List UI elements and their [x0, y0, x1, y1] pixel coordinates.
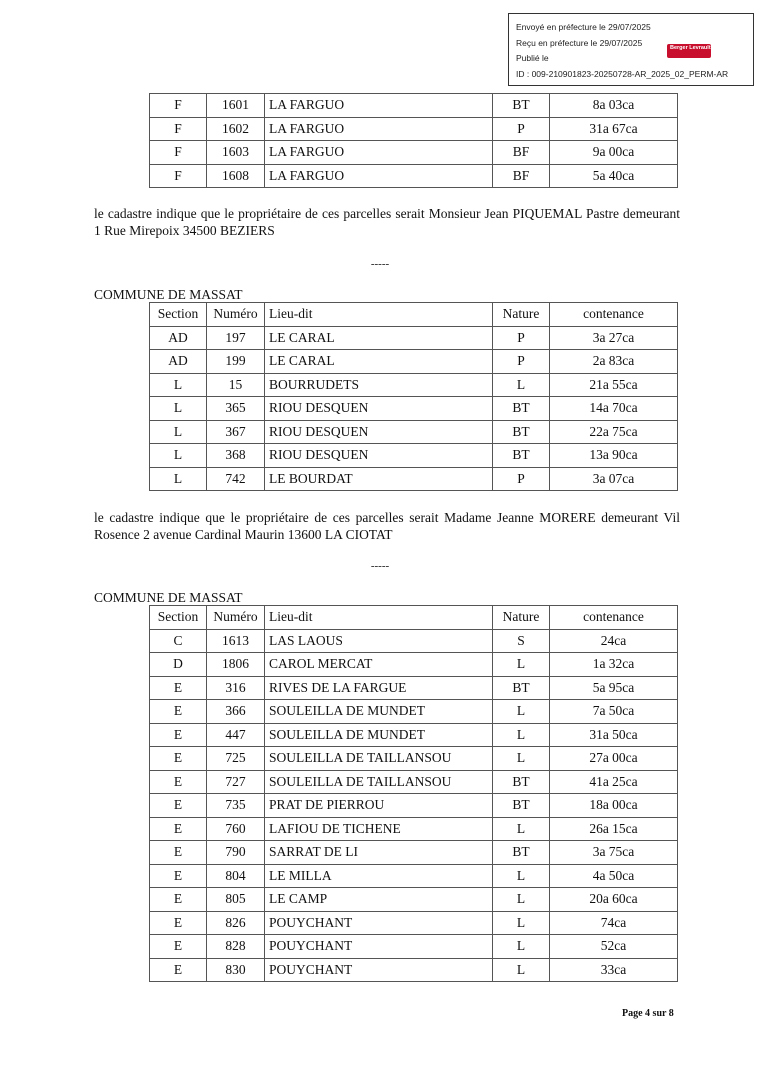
cell-lieu-dit: SOULEILLA DE TAILLANSOU [265, 747, 493, 771]
cell-numero: 367 [207, 420, 265, 444]
cell-numero: 735 [207, 794, 265, 818]
table-row [150, 141, 678, 165]
parcel-table-3 [149, 605, 678, 982]
cell-nature: L [493, 864, 550, 888]
table-row [150, 629, 678, 653]
cell-numero: 805 [207, 888, 265, 912]
cell-nature: BT [493, 676, 550, 700]
cell-nature: L [493, 935, 550, 959]
cell-nature: BT [493, 794, 550, 818]
parcel-table-1 [149, 93, 678, 188]
cell-lieu-dit: POUYCHANT [265, 911, 493, 935]
cell-numero: 727 [207, 770, 265, 794]
table-row [150, 794, 678, 818]
table-row [150, 373, 678, 397]
parcel-table-2-header [150, 303, 678, 327]
cell-lieu-dit: SOULEILLA DE TAILLANSOU [265, 770, 493, 794]
cell-contenance: 22a 75ca [550, 420, 678, 444]
commune-heading-3: COMMUNE DE MASSAT [94, 590, 243, 605]
cell-section: AD [150, 326, 207, 350]
table-row [150, 911, 678, 935]
cell-contenance: 3a 75ca [550, 841, 678, 865]
cell-section: C [150, 629, 207, 653]
cell-contenance: 18a 00ca [550, 794, 678, 818]
table-row [150, 94, 678, 118]
header-nature: Nature [493, 303, 550, 327]
table-row [150, 117, 678, 141]
cell-lieu-dit: SARRAT DE LI [265, 841, 493, 865]
table-row [150, 935, 678, 959]
cell-lieu-dit: RIOU DESQUEN [265, 420, 493, 444]
cell-nature: P [493, 467, 550, 491]
cell-lieu-dit: POUYCHANT [265, 935, 493, 959]
cell-contenance: 9a 00ca [550, 141, 678, 165]
table-row [150, 723, 678, 747]
table-row [150, 676, 678, 700]
stamp-published-line: Publié le [516, 53, 549, 63]
cell-nature: L [493, 817, 550, 841]
cell-section: L [150, 373, 207, 397]
cell-contenance: 24ca [550, 629, 678, 653]
cell-nature: L [493, 958, 550, 982]
cell-nature: S [493, 629, 550, 653]
cell-numero: 830 [207, 958, 265, 982]
table-row [150, 326, 678, 350]
header-section: Section [150, 606, 207, 630]
cell-numero: 725 [207, 747, 265, 771]
cell-lieu-dit: CAROL MERCAT [265, 653, 493, 677]
cell-section: L [150, 420, 207, 444]
cell-contenance: 33ca [550, 958, 678, 982]
cell-lieu-dit: LAFIOU DE TICHENE [265, 817, 493, 841]
cell-section: E [150, 747, 207, 771]
cell-section: E [150, 700, 207, 724]
separator-1: ----- [370, 258, 390, 270]
table-row [150, 888, 678, 912]
header-lieu-dit: Lieu-dit [265, 303, 493, 327]
cell-lieu-dit: RIOU DESQUEN [265, 397, 493, 421]
header-section: Section [150, 303, 207, 327]
cell-contenance: 5a 40ca [550, 164, 678, 188]
cell-numero: 742 [207, 467, 265, 491]
cell-section: E [150, 864, 207, 888]
stamp-sent-line: Envoyé en préfecture le 29/07/2025 [516, 22, 651, 32]
cell-lieu-dit: LA FARGUO [265, 94, 493, 118]
owner-paragraph-2: le cadastre indique que le propriétaire de ces parcelles serait Madame Jeanne MORERE demeurant Vil Rosence 2 avenue Cardinal Maurin 13600 LA CIOTAT [94, 510, 680, 542]
cell-section: L [150, 467, 207, 491]
cell-section: E [150, 958, 207, 982]
table-row [150, 700, 678, 724]
table-row [150, 864, 678, 888]
cell-section: E [150, 888, 207, 912]
cell-numero: 760 [207, 817, 265, 841]
cell-lieu-dit: SOULEILLA DE MUNDET [265, 700, 493, 724]
table-header-row [150, 606, 678, 630]
cell-lieu-dit: POUYCHANT [265, 958, 493, 982]
cell-nature: L [493, 700, 550, 724]
owner-paragraph-1: le cadastre indique que le propriétaire de ces parcelles serait Monsieur Jean PIQUEMAL Pastre demeurant 1 Rue Mirepoix 34500 BEZIERS [94, 206, 680, 238]
cell-section: E [150, 723, 207, 747]
cell-contenance: 14a 70ca [550, 397, 678, 421]
cell-contenance: 3a 07ca [550, 467, 678, 491]
cell-numero: 316 [207, 676, 265, 700]
cell-contenance: 20a 60ca [550, 888, 678, 912]
header-lieu-dit: Lieu-dit [265, 606, 493, 630]
cell-numero: 368 [207, 444, 265, 468]
cell-lieu-dit: SOULEILLA DE MUNDET [265, 723, 493, 747]
cell-numero: 447 [207, 723, 265, 747]
header-contenance: contenance [550, 303, 678, 327]
cell-nature: BF [493, 164, 550, 188]
cell-nature: L [493, 373, 550, 397]
cell-contenance: 74ca [550, 911, 678, 935]
cell-numero: 366 [207, 700, 265, 724]
cell-contenance: 5a 95ca [550, 676, 678, 700]
cell-numero: 197 [207, 326, 265, 350]
cell-contenance: 2a 83ca [550, 350, 678, 374]
table-row [150, 467, 678, 491]
cell-contenance: 31a 67ca [550, 117, 678, 141]
cell-lieu-dit: LE MILLA [265, 864, 493, 888]
table-row [150, 958, 678, 982]
cell-numero: 15 [207, 373, 265, 397]
parcel-table-1-body [150, 94, 678, 188]
cell-lieu-dit: LAS LAOUS [265, 629, 493, 653]
cell-lieu-dit: BOURRUDETS [265, 373, 493, 397]
cell-numero: 826 [207, 911, 265, 935]
cell-section: E [150, 794, 207, 818]
cell-contenance: 41a 25ca [550, 770, 678, 794]
cell-nature: BT [493, 841, 550, 865]
cell-contenance: 52ca [550, 935, 678, 959]
cell-nature: BT [493, 444, 550, 468]
table-row [150, 747, 678, 771]
parcel-table-3-body [150, 629, 678, 982]
cell-nature: P [493, 326, 550, 350]
parcel-table-2 [149, 302, 678, 491]
cell-nature: L [493, 723, 550, 747]
cell-nature: L [493, 653, 550, 677]
cell-contenance: 13a 90ca [550, 444, 678, 468]
table-row [150, 350, 678, 374]
cell-section: D [150, 653, 207, 677]
cell-numero: 804 [207, 864, 265, 888]
cell-section: F [150, 141, 207, 165]
header-contenance: contenance [550, 606, 678, 630]
cell-contenance: 31a 50ca [550, 723, 678, 747]
cell-contenance: 3a 27ca [550, 326, 678, 350]
cell-numero: 1608 [207, 164, 265, 188]
prefecture-stamp [508, 13, 754, 86]
page-number: Page 4 sur 8 [622, 1008, 674, 1019]
cell-contenance: 27a 00ca [550, 747, 678, 771]
cell-lieu-dit: LE BOURDAT [265, 467, 493, 491]
cell-section: L [150, 444, 207, 468]
stamp-id-line: ID : 009-210901823-20250728-AR_2025_02_PERM-AR [516, 68, 729, 79]
cell-section: E [150, 841, 207, 865]
cell-lieu-dit: LE CARAL [265, 326, 493, 350]
stamp-received-line: Reçu en préfecture le 29/07/2025 [516, 37, 643, 48]
table-row [150, 817, 678, 841]
cell-section: F [150, 117, 207, 141]
cell-numero: 1806 [207, 653, 265, 677]
cell-contenance: 8a 03ca [550, 94, 678, 118]
cell-section: F [150, 94, 207, 118]
cell-section: E [150, 911, 207, 935]
cell-numero: 828 [207, 935, 265, 959]
cell-section: F [150, 164, 207, 188]
table-header-row [150, 303, 678, 327]
cell-contenance: 26a 15ca [550, 817, 678, 841]
cell-lieu-dit: LA FARGUO [265, 141, 493, 165]
cell-lieu-dit: LE CARAL [265, 350, 493, 374]
cell-section: AD [150, 350, 207, 374]
table-row [150, 653, 678, 677]
cell-numero: 1613 [207, 629, 265, 653]
cell-nature: BT [493, 770, 550, 794]
logo-text: Berger Levrault [670, 45, 711, 51]
cell-contenance: 4a 50ca [550, 864, 678, 888]
cell-contenance: 1a 32ca [550, 653, 678, 677]
cell-lieu-dit: RIVES DE LA FARGUE [265, 676, 493, 700]
table-row [150, 444, 678, 468]
cell-numero: 1601 [207, 94, 265, 118]
cell-lieu-dit: PRAT DE PIERROU [265, 794, 493, 818]
table-row [150, 420, 678, 444]
header-numero: Numéro [207, 303, 265, 327]
berger-levrault-logo [667, 44, 711, 58]
cell-nature: P [493, 117, 550, 141]
cell-nature: BT [493, 94, 550, 118]
cell-nature: L [493, 747, 550, 771]
cell-section: E [150, 935, 207, 959]
separator-2: ----- [370, 560, 390, 572]
header-numero: Numéro [207, 606, 265, 630]
cell-nature: P [493, 350, 550, 374]
parcel-table-2-body [150, 326, 678, 491]
cell-contenance: 21a 55ca [550, 373, 678, 397]
cell-section: L [150, 397, 207, 421]
cell-nature: BF [493, 141, 550, 165]
cell-section: E [150, 817, 207, 841]
cell-nature: BT [493, 420, 550, 444]
cell-nature: L [493, 888, 550, 912]
cell-lieu-dit: LA FARGUO [265, 164, 493, 188]
header-nature: Nature [493, 606, 550, 630]
cell-numero: 199 [207, 350, 265, 374]
cell-lieu-dit: LE CAMP [265, 888, 493, 912]
cell-numero: 1602 [207, 117, 265, 141]
table-row [150, 397, 678, 421]
cell-lieu-dit: RIOU DESQUEN [265, 444, 493, 468]
cell-nature: BT [493, 397, 550, 421]
table-row [150, 164, 678, 188]
cell-numero: 1603 [207, 141, 265, 165]
table-row [150, 770, 678, 794]
cell-numero: 365 [207, 397, 265, 421]
parcel-table-3-header [150, 606, 678, 630]
commune-heading-2: COMMUNE DE MASSAT [94, 287, 243, 302]
cell-lieu-dit: LA FARGUO [265, 117, 493, 141]
cell-nature: L [493, 911, 550, 935]
cell-contenance: 7a 50ca [550, 700, 678, 724]
cell-numero: 790 [207, 841, 265, 865]
cell-section: E [150, 676, 207, 700]
cell-section: E [150, 770, 207, 794]
table-row [150, 841, 678, 865]
